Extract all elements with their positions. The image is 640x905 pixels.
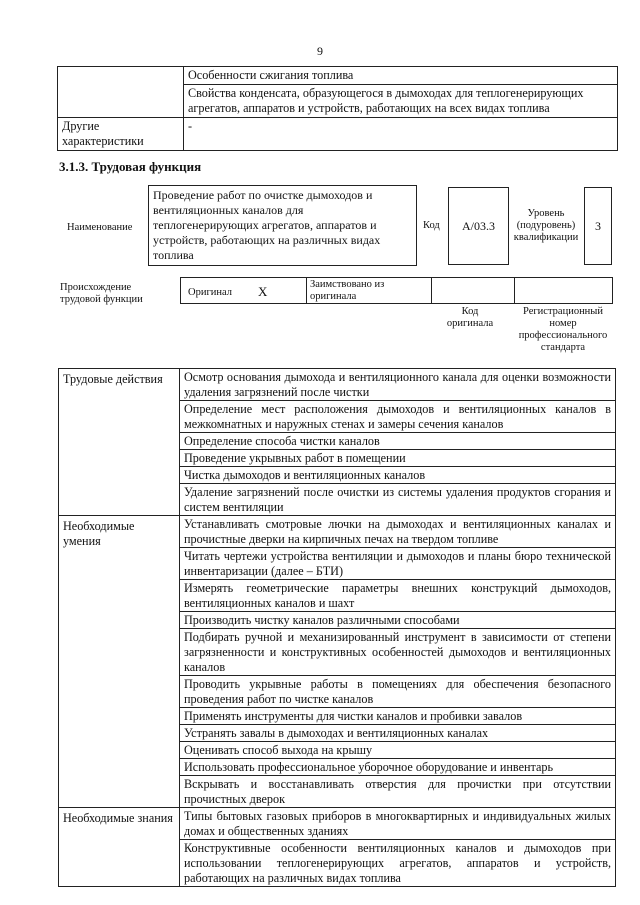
code-label: Код [423,220,440,231]
top-characteristics-table [57,66,618,151]
table-cell: Проведение укрывных работ в помещении [180,450,616,467]
group-label: Необходимые знания [59,808,180,887]
table-cell: Измерять геометрические параметры внешних конструкций дымоходов, вентиляционных каналов и шахт [180,580,616,612]
origin-box [180,277,613,304]
table-cell: Чистка дымоходов и вентиляционных каналов [180,467,616,484]
level-value: 3 [595,219,601,233]
page-number: 9 [317,44,323,58]
divider [514,278,515,303]
table-cell: Проводить укрывные работы в помещениях для обеспечения безопасного проведения работ по чистке каналов [180,676,616,708]
table-cell: Подбирать ручной и механизированный инструмент в зависимости от степени загрязненности и конструктивных особенностей дымоходов и вентиляционных каналов [180,629,616,676]
origin-label: Происхождение трудовой функции [60,282,143,305]
function-name-value: Проведение работ по очистке дымоходов и вентиляционных каналов для теплогенерирующих агрегатов, аппаратов и устройств, работающих на различных видах топлива [153,188,381,262]
group-label: Необходимые умения [59,516,180,808]
table-cell: Применять инструменты для чистки каналов и пробивки завалов [180,708,616,725]
table-cell: Удаление загрязнений после очистки из системы удаления продуктов сгорания и систем вентиляции [180,484,616,516]
table-row [59,516,616,548]
table-cell: Производить чистку каналов различными способами [180,612,616,629]
table-cell: Устанавливать смотровые лючки на дымоходах и вентиляционных каналах и прочистные дверки на кирпичных печах на твердом топливе [180,516,616,548]
table-cell: Устранять завалы в дымоходах и вентиляционных каналах [180,725,616,742]
original-mark: X [258,284,268,299]
table-cell: Определение способа чистки каналов [180,433,616,450]
function-name-box [148,185,417,266]
name-label: Наименование [67,222,133,233]
reg-caption: Регистрационный номер профессионального стандарта [518,306,608,353]
table-cell: Вскрывать и восстанавливать отверстия для прочистки при отсутствии прочистных дверок [180,776,616,808]
level-box [584,187,612,265]
divider [306,278,307,303]
table-cell-value: Особенности сжигания топлива [184,67,618,85]
table-cell: Определение мест расположения дымоходов и вентиляционных каналов в межкомнатных и наружных стенах и замеры сечения каналов [180,401,616,433]
table-cell: Читать чертежи устройства вентиляции и дымоходов и планы бюро технической инвентаризации (далее – БТИ) [180,548,616,580]
table-cell: Осмотр основания дымохода и вентиляционного канала для оценки возможности удаления загрязнений после чистки [180,369,616,401]
table-cell-value: - [184,118,618,151]
code-box [448,187,509,265]
divider [431,278,432,303]
borrowed-label: Заимствовано из оригинала [310,279,385,302]
table-row [58,67,618,85]
table-cell-label [58,67,184,118]
table-cell: Конструктивные особенности вентиляционных каналов и дымоходов при использовании теплогенерирующих агрегатов, аппаратов и устройств, работающих на различных видах топлива [180,840,616,887]
table-cell-value: Свойства конденсата, образующегося в дымоходах для теплогенерирующих агрегатов, аппаратов и устройств, работающих на всех видах топлива [184,85,618,118]
table-cell: Использовать профессиональное уборочное оборудование и инвентарь [180,759,616,776]
group-label: Трудовые действия [59,369,180,516]
table-cell: Оценивать способ выхода на крышу [180,742,616,759]
level-label: Уровень (подуровень) квалификации [513,208,579,243]
table-cell-label: Другие характеристики [58,118,184,151]
code-value: А/03.3 [462,219,495,233]
table-row [59,369,616,401]
table-row [58,118,618,151]
table-cell: Типы бытовых газовых приборов в многоквартирных и индивидуальных жилых домах и общественных зданиях [180,808,616,840]
original-label: Оригинал [188,287,232,298]
section-heading: 3.1.3. Трудовая функция [59,159,202,174]
table-row [59,808,616,840]
code-caption: Код оригинала [446,306,494,329]
main-function-table [58,368,616,887]
